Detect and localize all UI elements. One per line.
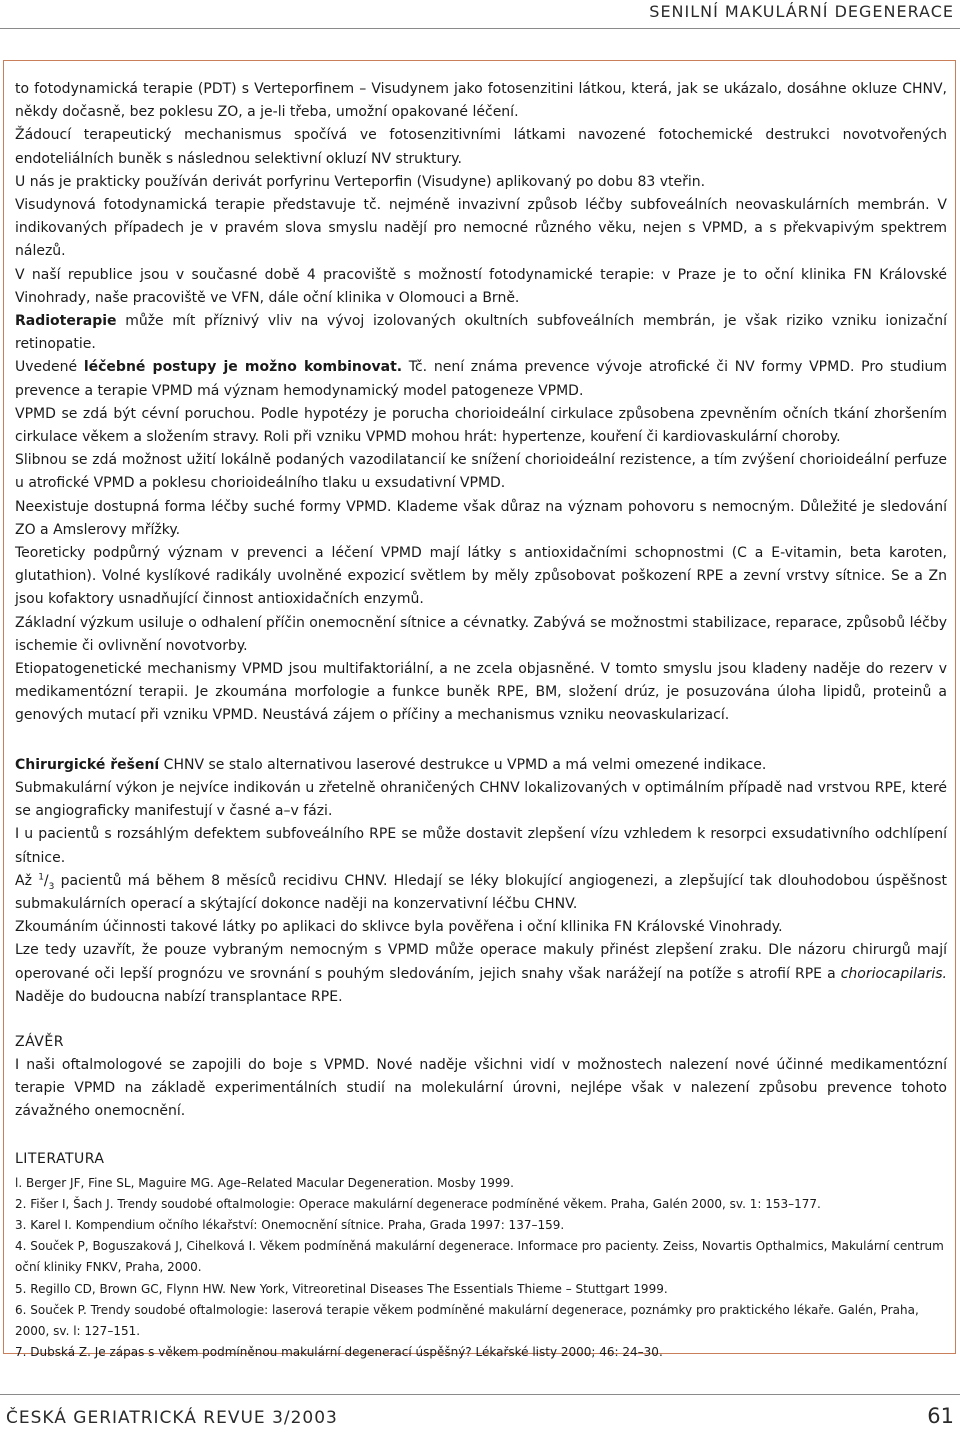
section-spacer [15,1124,947,1148]
paragraph: Neexistuje dostupná forma léčby suché formy VPMD. Klademe však důraz na význam pohovoru s nemocným. Důležité je sledování ZO a Amslerovy mřížky. [15,498,947,538]
paragraph: Submakulární výkon je nejvíce indikován u zřetelně ohraničených CHNV lokalizovaných v optimálním případě nad vrstvou RPE, které se angiograficky manifestují v časné a–v fázi. [15,779,947,820]
page-number: 61 [927,1404,954,1428]
header-divider [0,28,960,29]
section-spacer [15,1009,947,1031]
section-spacer [15,728,947,754]
radiotherapy-term: Radioterapie [15,313,117,330]
fraction-numerator: 1 [38,872,44,883]
reference-item: 2. Fišer I, Šach J. Trendy soudobé oftalmologie: Operace makulární degenerace podmíněné věkem. Praha, Galén 2000, sv. 1: 153–177. [15,1196,821,1211]
surgery-term: Chirurgické řešení [15,756,160,773]
conclusion-text-end: Naděje do budoucna nabízí transplantace RPE. [15,988,343,1005]
combination-paragraph [15,356,947,402]
surgery-paragraph [15,754,947,777]
reference-item: 4. Souček P, Boguszaková J, Cihelková I. Věkem podmíněná makulární degenerace. Informace pro pacienty. Zeiss, Novartis Opthalmics, Makulární centrum oční kliniky FNKV, Praha, 2000. [15,1239,944,1275]
paragraph: to fotodynamická terapie (PDT) s Verteporfinem – Visudynem jako fotosenzitini látkou, která, jak se ukázalo, dosáhne okluze CHNV, někdy dočasně, bez poklesu ZO, a je-li třeba, umožní opakované léčení. [15,81,947,121]
conclusion-italic: choriocapilaris. [840,965,947,982]
conclusion-paragraph [15,939,947,1009]
paragraph: I u pacientů s rozsáhlým defektem subfoveálního RPE se může dostavit zlepšení vízu vzhledem k resorpci exsudativního odchlípení sítnice. [15,826,947,866]
running-head [0,0,960,28]
article-body [15,78,947,1363]
surgery-text: CHNV se stalo alternativou laserové destrukce u VPMD a má velmi omezené indikace. [159,756,767,773]
radiotherapy-text: může mít příznivý vliv na vývoj izolovaných okultních subfoveálních membrán, je však riziko vzniku ionizační retinopatie. [15,313,947,353]
footer-divider [0,1394,960,1395]
radiotherapy-paragraph [15,310,947,356]
paragraph: Základní výzkum usiluje o odhalení příčin onemocnění sítnice a cévnatky. Zabývá se možnostmi stabilizace, reparace, způsobů léčby ischemie či ovlivnění novotvorby. [15,614,947,654]
paragraph: VPMD se zdá být cévní poruchou. Podle hypotézy je porucha chorioideální cirkulace způsobena zpevněním očních tkání zhoršením cirkulace věkem a složením stravy. Roli při vzniku VPMD mohou hrát: hypertenze, kouření či kardiovaskulární choroby. [15,405,947,446]
combination-emphasis: léčebné postupy je možno kombinovat. [83,359,403,376]
running-head-title: SENILNÍ MAKULÁRNÍ DEGENERACE [649,2,954,21]
paragraph: Zkoumáním účinnosti takové látky po aplikaci do sklivce byla pověřena i oční kllinika FN Královské Vinohrady. [15,919,783,936]
paragraph: Slibnou se zdá možnost užití lokálně podaných vazodilatancií ke snížení chorioideální rezistence, a tím zvýšení chorioideální perfuze u atrofické VPMD a poklesu chorioideálního tlaku u exsudativní VPMD. [15,452,947,492]
reference-list [15,1173,947,1364]
conclusion-text: Lze tedy uzavřít, že pouze vybraným nemocným s VPMD může operace makuly přinést zlepšení zraku. Dle názoru chirurgů mají operované oči lepší prognózu ve srovnání s pouhým sledováním, jejich snahy však narážejí na potíže s atrofií RPE a [15,942,947,982]
paragraph: Žádoucí terapeutický mechanismus spočívá ve fotosenzitivními látkami navozené fotochemické destrukci novotvořených endoteliálních buněk s následnou selektivní okluzí NV struktury. [15,127,947,167]
fraction-denominator: 3 [48,881,55,892]
zaver-heading: ZÁVĚR [15,1033,64,1050]
combination-lead: Uvedené [15,359,84,376]
recurrence-lead: Až [15,872,39,889]
recurrence-paragraph: Až $^1/_3$ pacientů má během 8 měsíců recidivu CHNV. Hledají se léky blokující angiogenezi, a zlepšující tak dlouhodobou úspěšnost submakulárních operací a skýtající dokonce naději na konzervativní léčbu CHNV. [15,872,947,912]
reference-item: l. Berger JF, Fine SL, Maguire MG. Age–Related Macular Degeneration. Mosby 1999. [15,1175,514,1190]
zaver-paragraph: I naši oftalmologové se zapojili do boje s VPMD. Nové naděje všichni vidí v možnostech nalezení nové účinné medikamentózní terapie VPMD na základě experimentálních studií na molekulární úrovni, nejlépe však v nalezení způsobu prevence tohoto závažného onemocnění. [15,1056,947,1120]
paragraph: U nás je prakticky používán derivát porfyrinu Verteporfin (Visudyne) aplikovaný po dobu 83 vteřin. [15,173,706,190]
paragraph: V naší republice jsou v současné době 4 pracoviště s možností fotodynamické terapie: v Praze je to oční klinika FN Královské Vinohrady, naše pracoviště ve VFN, dále oční klinika v Olomouci a Brně. [15,266,947,306]
reference-item: 3. Karel I. Kompendium očního lékařství: Onemocnění sítnice. Praha, Grada 1997: 137–159. [15,1217,565,1232]
literatura-heading: LITERATURA [15,1150,105,1167]
recurrence-text: pacientů má během 8 měsíců recidivu CHNV. Hledají se léky blokující angiogenezi, a zlepšující tak dlouhodobou úspěšnost submakulárních operací a skýtající dokonce naději na konzervativní léčbu CHNV. [15,872,947,912]
paragraph: Etiopatogenetické mechanismy VPMD jsou multifaktoriální, a ne zcela objasněné. V tomto smyslu jsou kladeny naděje do rezerv v medikamentózní terapii. Je zkoumána morfologie a funkce buněk RPE, BM, složení drúz, je posuzována úloha lipidů, proteinů a genových mutací při vzniku VPMD. Neustává zájem o příčiny a mechanismus vzniku neovaskularizací. [15,661,947,724]
paragraph: Visudynová fotodynamická terapie představuje tč. nejméně invazivní způsob léčby subfoveálních neovaskulárních membrán. V indikovaných případech je v pravém slova smyslu nadějí pro nemocné různého věku, nejen s VPMD, a s překvapivým spektrem nálezů. [15,197,947,260]
journal-name: ČESKÁ GERIATRICKÁ REVUE 3/2003 [6,1408,338,1428]
combination-text: Tč. není známa prevence vývoje atrofické či NV formy VPMD. Pro studium prevence a terapie VPMD má význam hemodynamický model patogeneze VPMD. [15,359,947,399]
paragraph: Teoreticky podpůrný význam v prevenci a léčení VPMD mají látky s antioxidačními schopnostmi (C a E-vitamin, beta karoten, glutathion). Volné kyslíkové radikály uvolněné expozicí světlem by měly způsobovat poškození RPE a zevní vrstvy sítnice. Se a Zn jsou kofaktory usnadňující činnost antioxidačních enzymů. [15,545,947,608]
reference-item: 7. Dubská Z. Je zápas s věkem podmíněnou makulární degenerací úspěšný? Lékařské listy 2000; 46: 24–30. [15,1345,663,1360]
reference-item: 6. Souček P. Trendy soudobé oftalmologie: laserová terapie věkem podmíněné makulární degenerace, poznámky pro praktického lékaře. Galén, Praha, 2000, sv. l: 127–151. [15,1302,919,1338]
reference-item: 5. Regillo CD, Brown GC, Flynn HW. New York, Vitreoretinal Diseases The Essentials Thieme – Stuttgart 1999. [15,1281,668,1296]
